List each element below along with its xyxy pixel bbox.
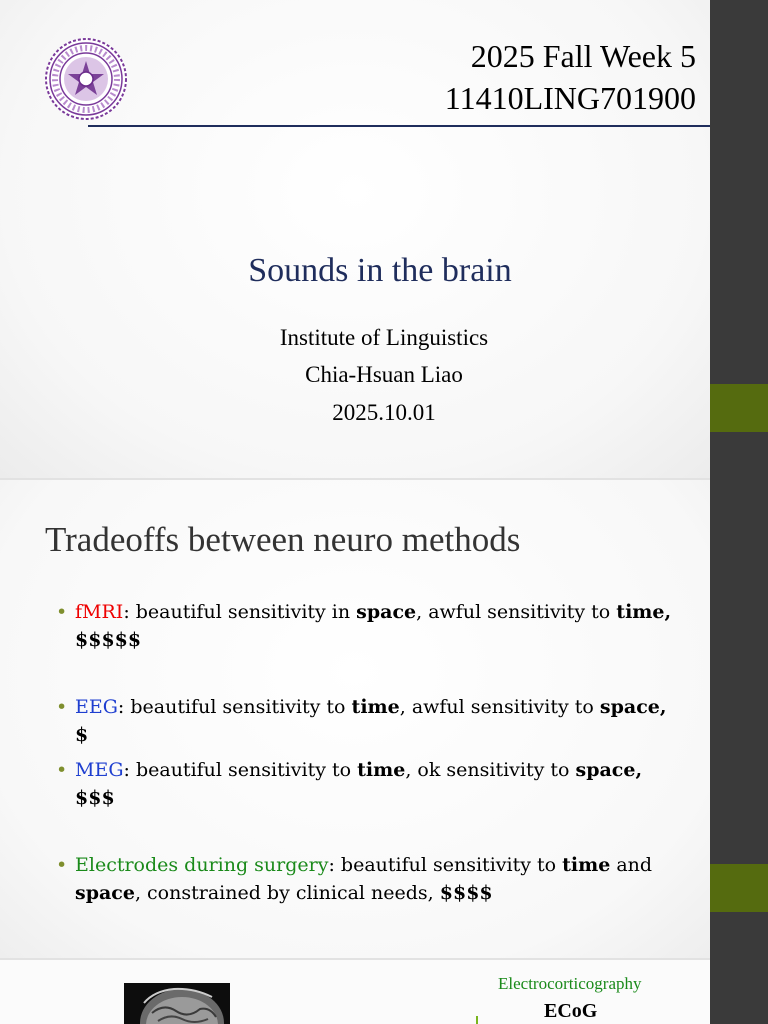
ecog-abbrev: ECoG	[544, 1000, 598, 1022]
text-part: , awful sensitivity to	[399, 696, 600, 718]
keyword: time	[562, 854, 611, 876]
brain-scan-image	[124, 983, 230, 1024]
bullet-text	[75, 756, 675, 812]
text-part: : beautiful sensitivity to	[328, 854, 563, 876]
institute: Institute of Linguistics	[279, 325, 489, 350]
slide-title: Tradeoffs between neuro methods	[45, 520, 521, 559]
keyword: space, $	[75, 696, 667, 746]
keyword: time	[351, 696, 400, 718]
title-slide	[0, 0, 710, 478]
course-week: 2025 Fall Week 5	[470, 38, 696, 74]
text-part: : beautiful sensitivity to	[123, 759, 358, 781]
text-part: : beautiful sensitivity to	[117, 696, 352, 718]
method-name: MEG	[75, 759, 124, 781]
text-part: and	[610, 854, 653, 876]
bullet-dot-icon: •	[56, 759, 68, 781]
method-name: Electrodes during surgery	[75, 854, 329, 876]
text-part: : beautiful sensitivity in	[123, 601, 357, 623]
bullet-text	[75, 851, 675, 907]
keyword: space, $$$	[75, 759, 643, 809]
text-part: , awful sensitivity to	[416, 601, 617, 623]
method-name: EEG	[75, 696, 118, 718]
keyword: time, $$$$$	[75, 601, 672, 651]
keyword: time	[357, 759, 406, 781]
date: 2025.10.01	[332, 400, 436, 425]
keyword: $$$$	[439, 882, 493, 904]
bullet-dot-icon: •	[56, 696, 68, 718]
author: Chia-Hsuan Liao	[305, 362, 463, 387]
text-part: , ok sensitivity to	[405, 759, 576, 781]
university-seal-icon	[44, 37, 128, 121]
bullet-text	[75, 693, 675, 749]
sidebar-accent	[710, 864, 768, 912]
text-part: , constrained by clinical needs,	[134, 882, 440, 904]
sidebar-accent	[710, 384, 768, 432]
keyword: space	[75, 882, 135, 904]
bullet-text	[75, 598, 675, 654]
header-rule	[88, 125, 728, 127]
method-name: fMRI	[75, 601, 124, 623]
ecog-full-name: Electrocorticography	[498, 974, 642, 993]
bullet-dot-icon: •	[56, 601, 68, 623]
course-code: 11410LING701900	[444, 80, 696, 116]
keyword: space	[356, 601, 417, 623]
slide-title: Sounds in the brain	[248, 252, 512, 289]
bullet-dot-icon: •	[56, 854, 68, 876]
pointer-line	[476, 1016, 478, 1024]
